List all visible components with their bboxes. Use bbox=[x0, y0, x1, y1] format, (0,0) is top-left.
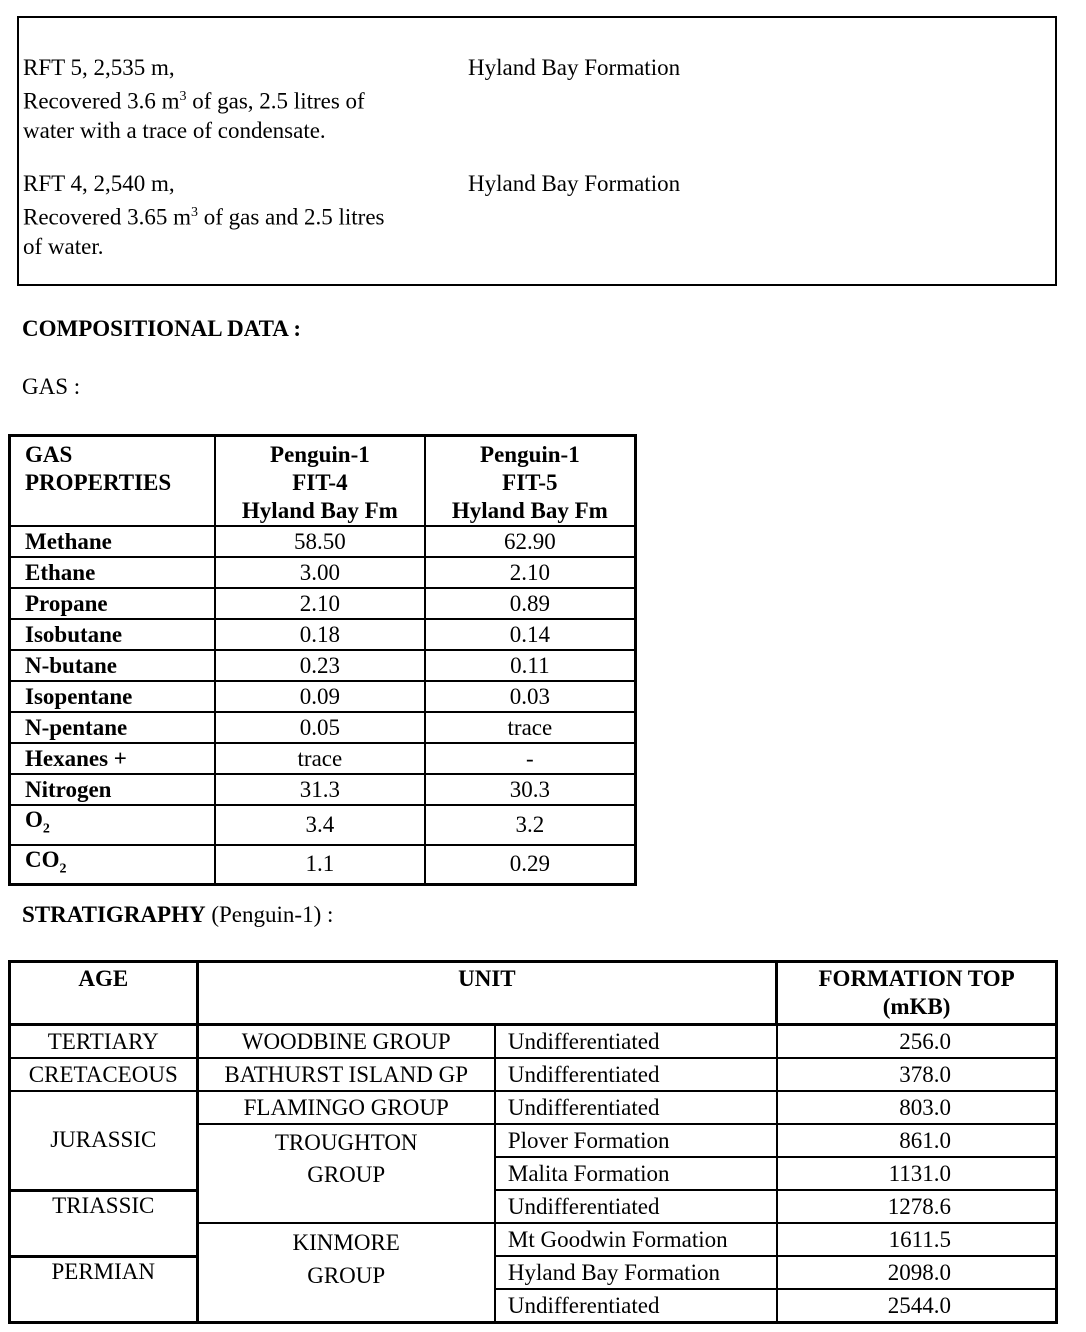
fit4-value-cell: 1.1 bbox=[215, 845, 425, 885]
header-gas-properties bbox=[10, 436, 216, 527]
group-flamingo: FLAMINGO GROUP bbox=[197, 1091, 495, 1124]
gas-name-cell bbox=[10, 681, 216, 712]
gas-name: O bbox=[25, 807, 43, 832]
gas-name-cell bbox=[10, 774, 216, 805]
gas-name-cell bbox=[10, 805, 216, 845]
header-age: AGE bbox=[10, 962, 198, 1025]
header-line: FIT-5 bbox=[502, 470, 558, 495]
gas-name: Nitrogen bbox=[25, 776, 112, 802]
formation-cell: Undifferentiated bbox=[495, 1091, 777, 1124]
rft-line: RFT 5, 2,535 m, bbox=[23, 55, 175, 80]
fit4-value-cell: 0.18 bbox=[215, 619, 425, 650]
table-row bbox=[10, 712, 636, 743]
gas-name: Propane bbox=[25, 590, 108, 616]
table-row bbox=[10, 805, 636, 845]
top-cell: 1611.5 bbox=[777, 1223, 1057, 1256]
top-cell: 861.0 bbox=[777, 1124, 1057, 1157]
header-unit: UNIT bbox=[197, 962, 777, 1025]
fit4-value-cell: 3.4 bbox=[215, 805, 425, 845]
rft-text: of gas, 2.5 litres of bbox=[186, 88, 365, 114]
formation-cell: Hyland Bay Formation bbox=[495, 1256, 777, 1289]
gas-properties-table bbox=[8, 434, 637, 886]
header-formation-top bbox=[777, 962, 1057, 1025]
formation-cell: Undifferentiated bbox=[495, 1058, 777, 1091]
fit5-value-cell: 0.89 bbox=[425, 588, 636, 619]
gas-name-cell bbox=[10, 526, 216, 557]
fit4-value-cell: 58.50 bbox=[215, 526, 425, 557]
rft-line: water with a trace of condensate. bbox=[23, 117, 326, 143]
table-row bbox=[10, 1091, 1057, 1124]
stratigraphy-heading bbox=[22, 902, 333, 928]
fit5-value-cell: - bbox=[425, 743, 636, 774]
group-line: TROUGHTON bbox=[274, 1130, 418, 1155]
top-cell: 1278.6 bbox=[777, 1190, 1057, 1223]
header-line: FIT-4 bbox=[292, 470, 348, 495]
rft-text: Recovered 3.6 m bbox=[23, 88, 180, 114]
fit4-value-cell: 0.05 bbox=[215, 712, 425, 743]
group-line: GROUP bbox=[307, 1263, 386, 1288]
compositional-data-heading: COMPOSITIONAL DATA : bbox=[22, 316, 302, 341]
gas-name-cell bbox=[10, 557, 216, 588]
gas-name: CO bbox=[25, 846, 60, 872]
gas-name-cell bbox=[10, 588, 216, 619]
gas-name: N-pentane bbox=[25, 714, 128, 740]
subscript: 2 bbox=[42, 821, 50, 837]
group-woodbine: WOODBINE GROUP bbox=[197, 1025, 495, 1059]
group-line: GROUP bbox=[307, 1162, 386, 1187]
table-row bbox=[10, 619, 636, 650]
table-row bbox=[10, 774, 636, 805]
gas-name-cell bbox=[10, 712, 216, 743]
fit5-value-cell: 0.11 bbox=[425, 650, 636, 681]
heading-rest: (Penguin-1) : bbox=[205, 902, 334, 927]
rft-text: Recovered 3.65 m bbox=[23, 204, 191, 230]
formation-cell: Plover Formation bbox=[495, 1124, 777, 1157]
gas-name-cell bbox=[10, 619, 216, 650]
stratigraphy-table bbox=[8, 960, 1058, 1324]
rft-5-formation: Hyland Bay Formation bbox=[468, 55, 681, 80]
heading-bold: STRATIGRAPHY bbox=[22, 902, 206, 927]
gas-name: Methane bbox=[25, 528, 112, 554]
header-line: GAS bbox=[25, 442, 73, 467]
table-row bbox=[10, 1058, 1057, 1091]
formation-cell: Undifferentiated bbox=[495, 1025, 777, 1059]
table-header-row bbox=[10, 962, 1057, 1025]
formation-cell: Undifferentiated bbox=[495, 1190, 777, 1223]
fit5-value-cell: 62.90 bbox=[425, 526, 636, 557]
gas-name-cell bbox=[10, 650, 216, 681]
gas-table-body bbox=[10, 526, 636, 885]
rft-line: of water. bbox=[23, 233, 104, 259]
superscript: 3 bbox=[179, 89, 187, 104]
fit5-value-cell: 0.03 bbox=[425, 681, 636, 712]
table-row bbox=[10, 681, 636, 712]
fit4-value-cell: trace bbox=[215, 743, 425, 774]
gas-name: N-butane bbox=[25, 652, 118, 678]
group-kinmore bbox=[197, 1223, 495, 1323]
top-cell: 2098.0 bbox=[777, 1256, 1057, 1289]
table-row bbox=[10, 526, 636, 557]
formation-cell: Malita Formation bbox=[495, 1157, 777, 1190]
fit4-value-cell: 2.10 bbox=[215, 588, 425, 619]
table-row bbox=[10, 1190, 1057, 1223]
gas-name: Isobutane bbox=[25, 621, 123, 647]
rft-results-box bbox=[17, 16, 1057, 286]
header-line: Hyland Bay Fm bbox=[241, 498, 398, 523]
header-fit5 bbox=[425, 436, 636, 527]
rft-line: RFT 4, 2,540 m, bbox=[23, 171, 175, 196]
rft-5-description bbox=[23, 53, 443, 145]
age-jurassic: JURASSIC bbox=[10, 1091, 198, 1190]
top-cell: 378.0 bbox=[777, 1058, 1057, 1091]
table-row bbox=[10, 845, 636, 885]
rft-4-formation: Hyland Bay Formation bbox=[468, 171, 681, 196]
age-triassic: TRIASSIC bbox=[10, 1190, 198, 1256]
header-line: Hyland Bay Fm bbox=[451, 498, 608, 523]
formation-cell: Undifferentiated bbox=[495, 1289, 777, 1323]
age-cretaceous: CRETACEOUS bbox=[10, 1058, 198, 1091]
top-cell: 256.0 bbox=[777, 1025, 1057, 1059]
group-bathurst-island: BATHURST ISLAND GP bbox=[197, 1058, 495, 1091]
table-row bbox=[10, 1256, 1057, 1289]
fit4-value-cell: 0.23 bbox=[215, 650, 425, 681]
gas-label: GAS : bbox=[22, 374, 81, 399]
header-line: (mKB) bbox=[882, 994, 951, 1019]
rft-line bbox=[23, 82, 443, 116]
fit5-value-cell: 30.3 bbox=[425, 774, 636, 805]
fit4-value-cell: 31.3 bbox=[215, 774, 425, 805]
top-cell: 2544.0 bbox=[777, 1289, 1057, 1323]
formation-cell: Mt Goodwin Formation bbox=[495, 1223, 777, 1256]
header-fit4 bbox=[215, 436, 425, 527]
header-line: Penguin-1 bbox=[480, 442, 580, 467]
gas-name: Ethane bbox=[25, 559, 96, 585]
rft-4-description bbox=[23, 169, 443, 261]
top-cell: 1131.0 bbox=[777, 1157, 1057, 1190]
table-row bbox=[10, 743, 636, 774]
fit5-value-cell: trace bbox=[425, 712, 636, 743]
header-line: FORMATION TOP bbox=[818, 966, 1015, 991]
fit5-value-cell: 0.14 bbox=[425, 619, 636, 650]
superscript: 3 bbox=[190, 205, 198, 220]
fit4-value-cell: 0.09 bbox=[215, 681, 425, 712]
top-cell: 803.0 bbox=[777, 1091, 1057, 1124]
age-tertiary: TERTIARY bbox=[10, 1025, 198, 1059]
gas-name: Hexanes + bbox=[25, 745, 127, 771]
fit5-value-cell: 3.2 bbox=[425, 805, 636, 845]
fit5-value-cell: 0.29 bbox=[425, 845, 636, 885]
table-row bbox=[10, 1025, 1057, 1059]
gas-name-cell bbox=[10, 845, 216, 885]
table-row bbox=[10, 650, 636, 681]
gas-name-cell bbox=[10, 743, 216, 774]
table-row bbox=[10, 557, 636, 588]
rft-line bbox=[23, 198, 443, 232]
fit4-value-cell: 3.00 bbox=[215, 557, 425, 588]
rft-text: of gas and 2.5 litres bbox=[197, 204, 385, 230]
gas-name: Isopentane bbox=[25, 683, 133, 709]
header-line: PROPERTIES bbox=[25, 470, 172, 495]
group-troughton bbox=[197, 1124, 495, 1223]
fit5-value-cell: 2.10 bbox=[425, 557, 636, 588]
table-header-row bbox=[10, 436, 636, 527]
header-line: Penguin-1 bbox=[270, 442, 370, 467]
age-permian: PERMIAN bbox=[10, 1256, 198, 1323]
table-row bbox=[10, 588, 636, 619]
group-line: KINMORE bbox=[292, 1230, 400, 1255]
subscript: 2 bbox=[59, 861, 67, 877]
